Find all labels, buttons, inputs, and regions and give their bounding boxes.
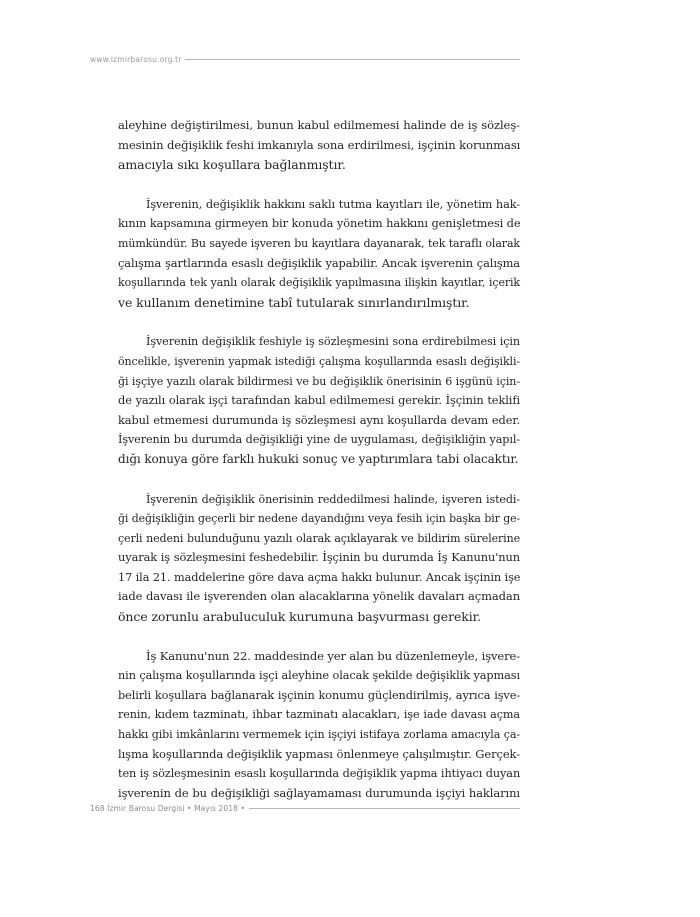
header-rule <box>185 59 520 60</box>
footer-text: 168 İzmir Barosu Dergisi • Mayıs 2018 • <box>90 803 246 813</box>
page-header <box>90 52 520 66</box>
text-line: ği işçiye yazılı olarak bildirmesi ve bu değişiklik önerisinin 6 işgünü için- <box>118 374 520 388</box>
text-line: de yazılı olarak işçi tarafından kabul edilmemesi gerekir. İşçinin teklifi <box>118 393 520 408</box>
header-url: www.izmirbarosu.org.tr <box>90 54 182 64</box>
page-footer <box>90 801 520 815</box>
text-line: İş Kanunu'nun 22. maddesinde yer alan bu düzenlemeyle, işvere- <box>146 648 520 663</box>
footer-rule <box>249 808 520 809</box>
text-line: belirli koşullara bağlanarak işçinin konumu güçlendirilmiş, ayrıca işve- <box>118 688 520 702</box>
text-line: İşverenin bu durumda değişikliği yine de uygulaması, değişikliğin yapıl- <box>118 433 520 447</box>
text-line: koşullarında tek yanlı olarak değişiklik yapılmasına ilişkin kayıtlar, içerik <box>118 276 520 290</box>
text-line: ve kullanım denetimine tabî tutularak sınırlandırılmıştır. <box>118 294 470 310</box>
text-line: önce zorunlu arabuluculuk kurumuna başvurması gerekir. <box>118 609 481 625</box>
text-line: hakkı gibi imkânlarını vermemek için işçiyi istifaya zorlama amacıyla ça- <box>118 728 520 742</box>
text-line: dığı konuya göre farklı hukuki sonuç ve yaptırımlara tabi olacaktır. <box>118 451 519 466</box>
paragraph-3 <box>118 332 520 469</box>
text-line: iade davası ile işverenden olan alacaklarına yönelik davaları açmadan <box>118 589 520 604</box>
paragraph-1 <box>118 116 520 175</box>
text-line: 17 ila 21. maddelerine göre dava açma hakkı bulunur. Ancak işçinin işe <box>118 570 521 584</box>
text-line: öncelikle, işverenin yapmak istediği çalışma koşullarında esaslı değişikli- <box>118 354 520 368</box>
text-line: İşverenin değişiklik önerisinin reddedilmesi halinde, işveren istedi- <box>146 492 520 506</box>
text-line: nin çalışma koşullarında işçi aleyhine olacak şekilde değişiklik yapması <box>118 669 520 683</box>
text-line: lışma koşullarında değişiklik yapması önlenmeye çalışılmıştır. Gerçek- <box>118 746 520 761</box>
text-line: aleyhine değiştirilmesi, bunun kabul edilmemesi halinde de iş sözleş- <box>118 118 520 132</box>
paragraph-2 <box>118 195 520 313</box>
text-line: İşverenin değişiklik feshiyle iş sözleşmesini sona erdirebilmesi için <box>146 335 520 349</box>
text-line: kabul etmemesi durumunda iş sözleşmesi aynı koşullarda devam eder. <box>118 412 520 427</box>
text-line: işverenin de bu değişikliği sağlayamaması durumunda işçiyi haklarını <box>118 785 520 800</box>
text-line: ten iş sözleşmesinin esaslı koşullarında değişiklik yapma ihtiyacı duyan <box>118 767 521 781</box>
text-line: çalışma şartlarında esaslı değişiklik yapabilir. Ancak işverenin çalışma <box>118 255 520 270</box>
article-body <box>118 116 520 823</box>
text-line: ği değişikliğin geçerli bir nedene dayandığını veya fesih için başka bir ge- <box>118 512 520 526</box>
text-line: mesinin değişiklik feshi imkanıyla sona erdirilmesi, işçinin korunması <box>118 137 521 152</box>
text-line: uyarak iş sözleşmesini feshedebilir. İşçinin bu durumda İş Kanunu'nun <box>118 550 520 565</box>
text-line: mümkündür. Bu sayede işveren bu kayıtlara dayanarak, tek taraflı olarak <box>118 236 520 250</box>
paragraph-4 <box>118 490 520 627</box>
text-line: çerli nedeni bulunduğunu yazılı olarak açıklayarak ve bildirim sürelerine <box>118 531 520 545</box>
text-line: İşverenin, değişiklik hakkını saklı tutma kayıtları ile, yönetim hak- <box>146 197 520 211</box>
text-line: kının kapsamına girmeyen bir konuda yönetim hakkını genişletmesi de <box>118 216 521 231</box>
text-line: amacıyla sıkı koşullara bağlanmıştır. <box>118 157 346 173</box>
paragraph-5 <box>118 647 520 804</box>
text-line: renin, kıdem tazminatı, ihbar tazminatı alacakları, işe iade davası açma <box>118 708 520 722</box>
